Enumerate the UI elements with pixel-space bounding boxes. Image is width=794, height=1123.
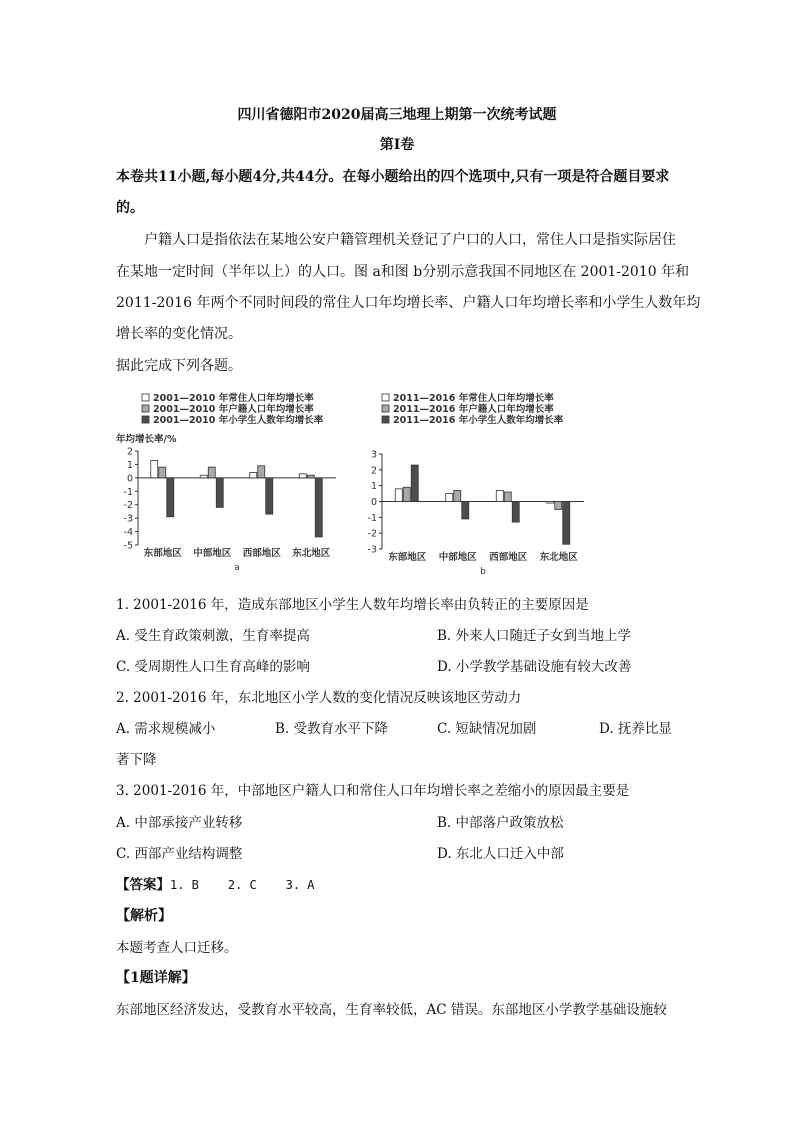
y-tick-label: -5 (123, 540, 133, 552)
legend-swatch (142, 416, 149, 423)
bar (446, 494, 453, 502)
y-tick-label: 1 (126, 459, 133, 471)
y-axis-title: 年均增长率/% (116, 434, 177, 445)
category-label: 中部地区 (438, 552, 477, 563)
q2-option-c: C. 短缺情况加剧 (437, 721, 537, 737)
bar (454, 490, 461, 501)
bar (250, 472, 257, 477)
bar (563, 502, 570, 545)
legend-swatch (382, 416, 389, 423)
instructions-cont: 的。 (116, 200, 144, 216)
q1-option-b: B. 外来人口随迁子女到当地上学 (437, 628, 632, 644)
legend-swatch (142, 405, 149, 412)
question-1: 1. 2001-2016 年，造成东部地区小学生人数年均增长率由负转正的主要原因是 (116, 597, 589, 613)
figure-caption: a (234, 563, 240, 573)
legend-label: 2001—2010 年常住人口年均增长率 (153, 393, 314, 404)
chart-b (362, 386, 592, 578)
q3-option-a: A. 中部承接产业转移 (116, 815, 243, 831)
category-label: 东部地区 (388, 552, 427, 563)
y-tick-label: -3 (367, 544, 377, 556)
bar (395, 489, 402, 502)
legend-swatch (142, 394, 149, 401)
legend-label: 2011—2016 年户籍人口年均增长率 (393, 404, 554, 415)
volume-label: 第Ⅰ卷 (379, 137, 415, 153)
bar (504, 492, 511, 502)
bar (403, 487, 410, 501)
q1-option-d: D. 小学教学基础设施有较大改善 (437, 659, 632, 675)
bar (547, 502, 554, 504)
y-tick-label: -4 (123, 527, 133, 539)
legend-label: 2011—2016 年小学生人数年均增长率 (393, 415, 564, 426)
q2-option-d: D. 抚养比显 (599, 721, 672, 737)
figure-caption: b (480, 567, 486, 577)
q3-option-d: D. 东北人口迁入中部 (437, 846, 564, 862)
bar (307, 475, 314, 478)
bar (315, 478, 322, 537)
intro-line: 在某地一定时间（半年以上）的人口。图 a和图 b分别示意我国不同地区在 2001-2010 年和 (116, 264, 690, 280)
q2-option-d-cont: 著下降 (116, 752, 157, 768)
q2-option-b: B. 受教育水平下降 (275, 721, 389, 737)
q2-option-a: A. 需求规模减小 (116, 721, 216, 737)
y-tick-label: 0 (370, 497, 377, 508)
chart-a (114, 386, 344, 578)
legend-label: 2001—2010 年户籍人口年均增长率 (153, 404, 314, 415)
bar (462, 502, 469, 519)
category-label: 东部地区 (143, 548, 182, 559)
page-title: 四川省德阳市2020届高三地理上期第一次统考试题 (237, 107, 557, 123)
bar (299, 474, 306, 478)
intro-line: 增长率的变化情况。 (116, 326, 242, 342)
bar (258, 466, 265, 478)
category-label: 东北地区 (292, 548, 331, 559)
intro-line: 2011-2016 年两个不同时间段的常住人口年均增长率、户籍人口年均增长率和小学生人数年均 (116, 295, 701, 311)
answer-values: 1. B 2. C 3. A (170, 878, 315, 892)
bar (555, 502, 562, 510)
legend-swatch (382, 394, 389, 401)
answer-label: 【答案】 (116, 877, 170, 893)
analysis-label: 【解析】 (116, 908, 172, 924)
category-label: 西部地区 (242, 548, 281, 559)
q1-option-a: A. 受生育政策刺激，生育率提高 (116, 628, 310, 644)
q1-option-c: C. 受周期性人口生育高峰的影响 (116, 659, 310, 675)
y-tick-label: -2 (367, 528, 377, 540)
bar (266, 478, 273, 514)
bar (151, 460, 158, 477)
legend-label: 2001—2010 年小学生人数年均增长率 (153, 415, 324, 426)
intro-line: 户籍人口是指依法在某地公安户籍管理机关登记了户口的人口，常住人口是指实际居住 (144, 232, 676, 248)
y-tick-label: 3 (370, 449, 377, 461)
legend-label: 2011—2016 年常住人口年均增长率 (393, 393, 554, 404)
bar (411, 465, 418, 501)
y-tick-label: -1 (123, 486, 133, 498)
y-tick-label: 1 (370, 481, 377, 493)
bar (496, 490, 503, 501)
question-3: 3. 2001-2016 年，中部地区户籍人口和常住人口年均增长率之差缩小的原因最主要是 (116, 783, 630, 799)
q3-option-c: C. 西部产业结构调整 (116, 846, 243, 862)
question-2: 2. 2001-2016 年，东北地区小学人数的变化情况反映该地区劳动力 (116, 690, 522, 706)
category-label: 中部地区 (193, 548, 232, 559)
lead-text: 据此完成下列各题。 (116, 358, 242, 374)
detail-label: 【1题详解】 (116, 970, 196, 986)
bar (216, 478, 223, 508)
y-tick-label: -3 (123, 513, 133, 525)
y-tick-label: 2 (370, 465, 377, 477)
y-tick-label: -1 (367, 512, 377, 524)
legend-swatch (382, 405, 389, 412)
y-tick-label: 2 (126, 446, 133, 458)
y-tick-label: -2 (123, 500, 133, 512)
bar (159, 467, 166, 478)
answer-row (116, 873, 315, 893)
q3-option-b: B. 中部落户政策放松 (437, 815, 564, 831)
y-tick-label: 0 (126, 473, 133, 485)
instructions: 本卷共11小题,每小题4分,共44分。在每小题给出的四个选项中,只有一项是符合题目要求 (116, 169, 670, 185)
bar (167, 478, 174, 517)
analysis-text: 本题考查人口迁移。 (116, 940, 238, 956)
bar (512, 502, 519, 523)
bar (208, 467, 215, 478)
detail-text: 东部地区经济发达，受教育水平较高，生育率较低，AC 错误。东部地区小学教学基础设施较 (116, 1002, 667, 1018)
bar (200, 475, 207, 478)
category-label: 西部地区 (489, 552, 528, 563)
category-label: 东北地区 (539, 552, 578, 563)
